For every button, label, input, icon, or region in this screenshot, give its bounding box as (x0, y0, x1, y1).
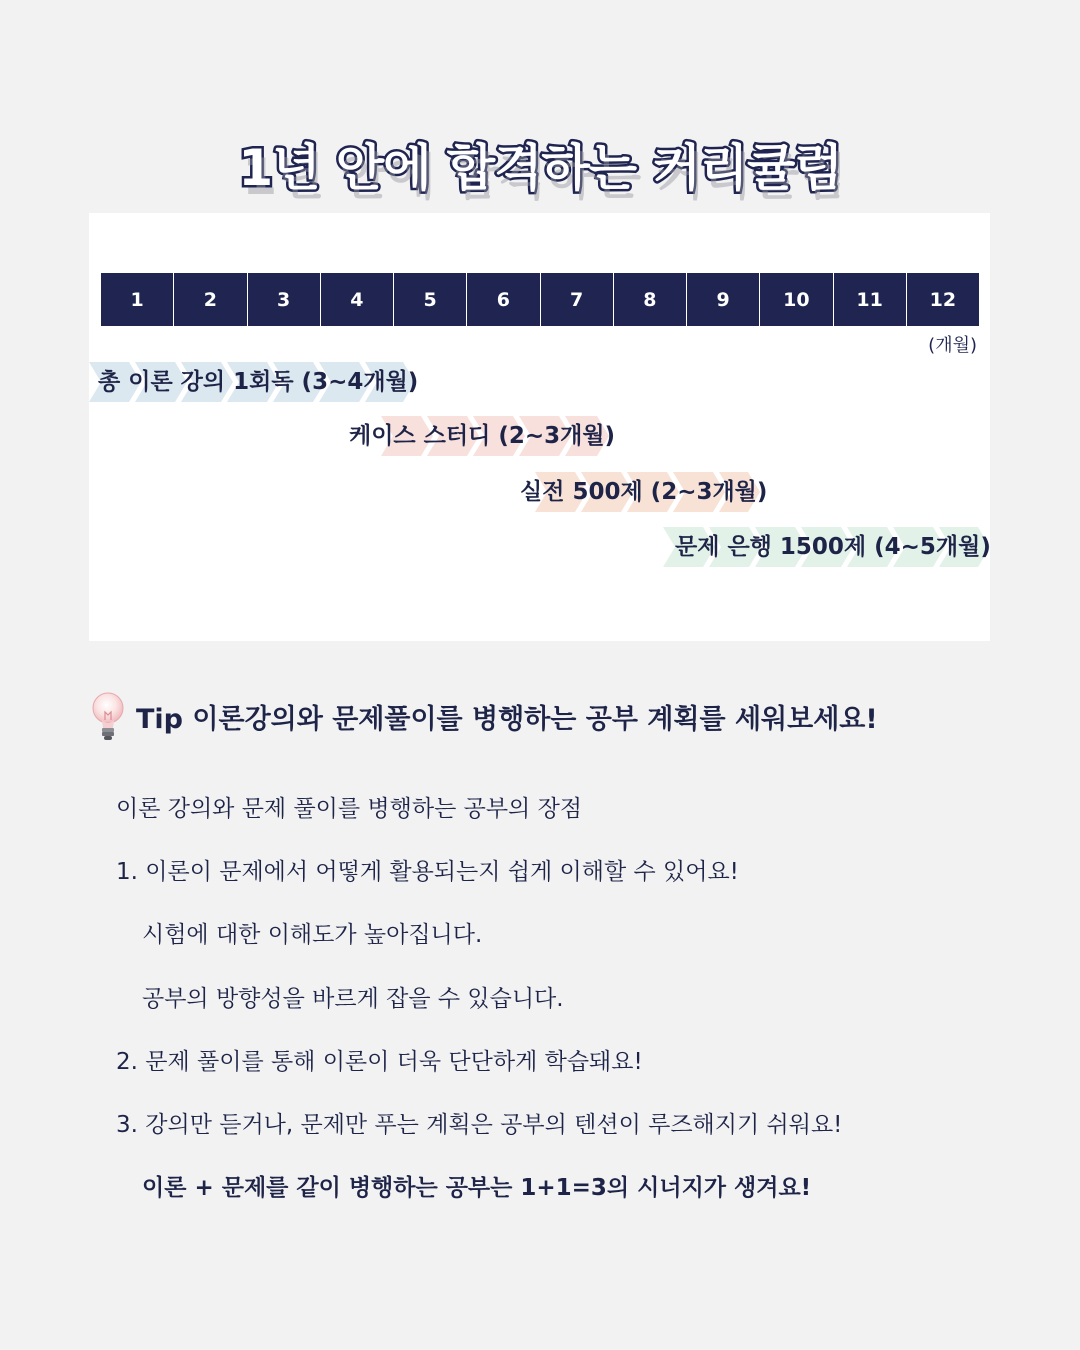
month-header-bar (101, 273, 979, 326)
track-question-bank (663, 527, 990, 567)
month-cell: 10 (759, 273, 832, 326)
lightbulb-icon (88, 690, 128, 742)
benefit-item-1: 1. 이론이 문제에서 어떻게 활용되는지 쉽게 이해할 수 있어요! (116, 859, 739, 885)
month-cell: 2 (173, 273, 246, 326)
track-theory-lecture (89, 362, 419, 402)
track-practice-500 (520, 472, 768, 512)
month-cell: 4 (320, 273, 393, 326)
page-title: 1년 안에 합격하는 커리큘럼 (238, 139, 842, 197)
benefits-heading: 이론 강의와 문제 풀이를 병행하는 공부의 장점 (116, 796, 583, 822)
month-cell: 8 (613, 273, 686, 326)
track-label: 총 이론 강의 1회독 (3~4개월) (98, 369, 419, 395)
month-unit-label: (개월) (928, 335, 977, 356)
benefit-item-3: 3. 강의만 듣거나, 문제만 푸는 계획은 공부의 텐션이 루즈해지기 쉬워요! (116, 1112, 843, 1138)
month-cell: 9 (686, 273, 759, 326)
tip-banner (88, 688, 878, 744)
month-cell: 12 (906, 273, 979, 326)
track-label: 문제 은행 1500제 (4~5개월) (675, 534, 991, 560)
benefit-item-3-highlight: 이론 + 문제를 같이 병행하는 공부는 1+1=3의 시너지가 생겨요! (142, 1175, 812, 1201)
track-case-study (349, 416, 616, 456)
tip-text: Tip 이론강의와 문제풀이를 병행하는 공부 계획를 세워보세요! (136, 703, 878, 735)
benefit-item-2: 2. 문제 풀이를 통해 이론이 더욱 단단하게 학습돼요! (116, 1049, 643, 1075)
curriculum-timeline-card (89, 213, 990, 641)
benefit-item-1-detail: 공부의 방향성을 바르게 잡을 수 있습니다. (142, 986, 564, 1012)
benefit-item-1-detail: 시험에 대한 이해도가 높아집니다. (142, 922, 483, 948)
month-cell: 7 (540, 273, 613, 326)
track-label: 케이스 스터디 (2~3개월) (349, 423, 616, 449)
month-cell: 5 (393, 273, 466, 326)
track-label: 실전 500제 (2~3개월) (520, 479, 768, 505)
month-cell: 6 (466, 273, 539, 326)
month-cell: 3 (247, 273, 320, 326)
month-cell: 11 (833, 273, 906, 326)
month-cell: 1 (130, 288, 144, 311)
